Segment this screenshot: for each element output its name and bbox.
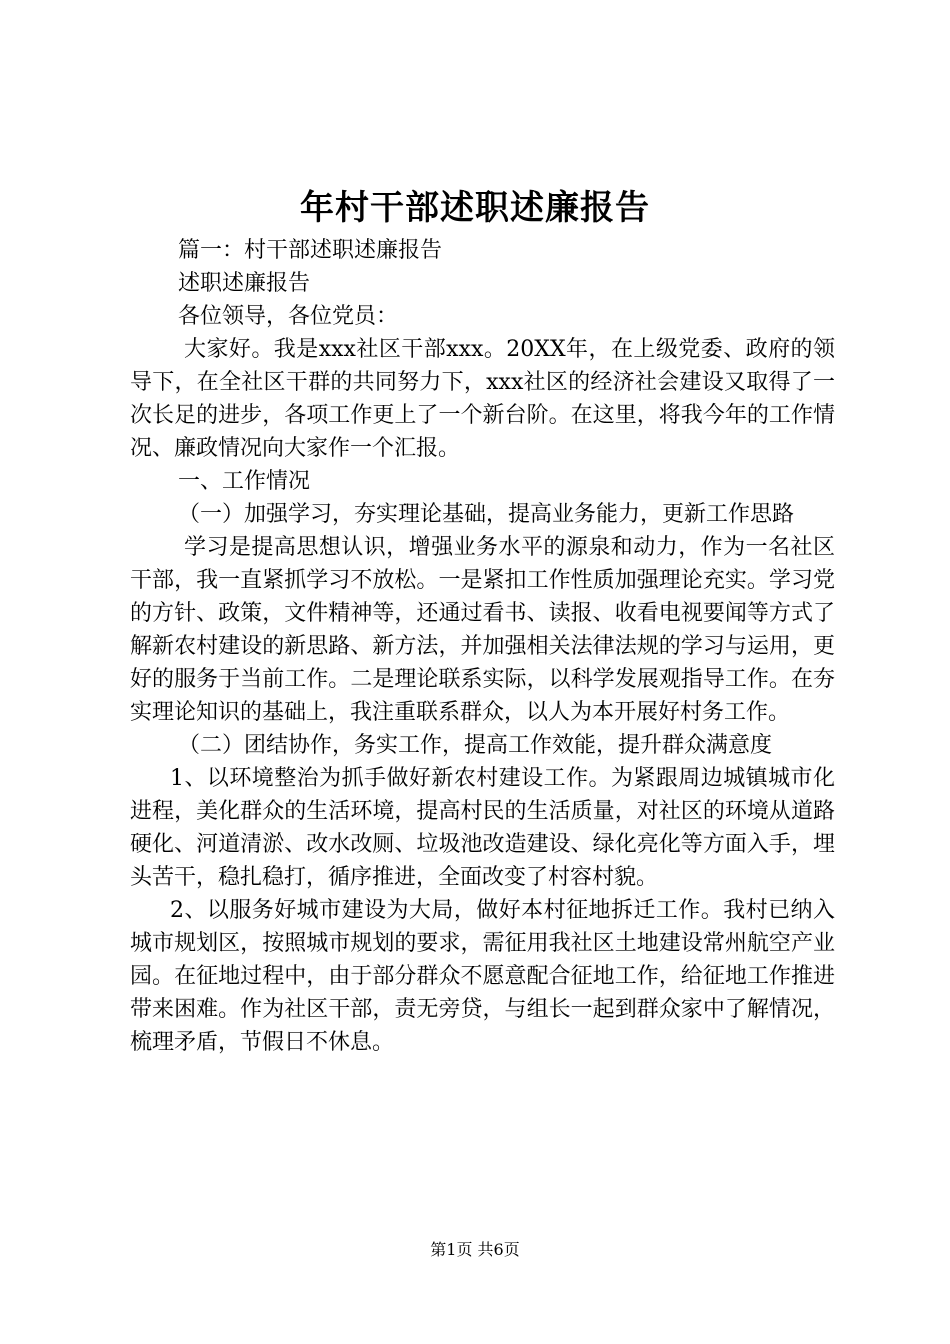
paragraph-heading-work-status: 一、工作情况 <box>178 469 311 494</box>
paragraph-environment: 1、以环境整治为抓手做好新农村建设工作。为紧跟周边城镇城市化进程，美化群众的生活环境，提高村民的生活质量，对社区的环境从道路硬化、河道清淤、改水改厕、垃圾池改造建设、绿化亮化等方面入手，埋头苦干，稳扎稳打，循序推进，全面改变了村容村貌。 <box>130 766 835 890</box>
document-title: 年村干部述职述廉报告 <box>300 188 650 228</box>
paragraph-subheading-cooperation: （二）团结协作，务实工作，提高工作效能，提升群众满意度 <box>178 733 773 758</box>
paragraph-report-title: 述职述廉报告 <box>178 271 311 296</box>
page-number-footer: 第1页 共6页 <box>430 1240 520 1259</box>
paragraph-section-heading: 篇一：村干部述职述廉报告 <box>178 238 443 263</box>
paragraph-study-body: 学习是提高思想认识，增强业务水平的源泉和动力，作为一名社区干部，我一直紧抓学习不放松。一是紧扣工作性质加强理论充实。学习党的方针、政策，文件精神等，还通过看书、读报、收看电视要闻等方式了解新农村建设的新思路、新方法，并加强相关法律法规的学习与运用，更好的服务于当前工作。二是理论联系实际，以科学发展观指导工作。在夯实理论知识的基础上，我注重联系群众，以人为本开展好村务工作。 <box>130 535 835 725</box>
paragraph-subheading-study: （一）加强学习，夯实理论基础，提高业务能力，更新工作思路 <box>178 502 795 527</box>
paragraph-land-acquisition: 2、以服务好城市建设为大局，做好本村征地拆迁工作。我村已纳入城市规划区，按照城市规划的要求，需征用我社区土地建设常州航空产业园。在征地过程中，由于部分群众不愿意配合征地工作，给征地工作推进带来困难。作为社区干部，责无旁贷，与组长一起到群众家中了解情况，梳理矛盾，节假日不休息。 <box>130 898 835 1055</box>
document-body <box>130 234 835 1059</box>
paragraph-salutation: 各位领导，各位党员： <box>178 304 399 329</box>
paragraph-introduction: 大家好。我是xxx社区干部xxx。20XX年，在上级党委、政府的领导下，在全社区干群的共同努力下，xxx社区的经济社会建设又取得了一次长足的进步，各项工作更上了一个新台阶。在这里，将我今年的工作情况、廉政情况向大家作一个汇报。 <box>130 337 835 461</box>
